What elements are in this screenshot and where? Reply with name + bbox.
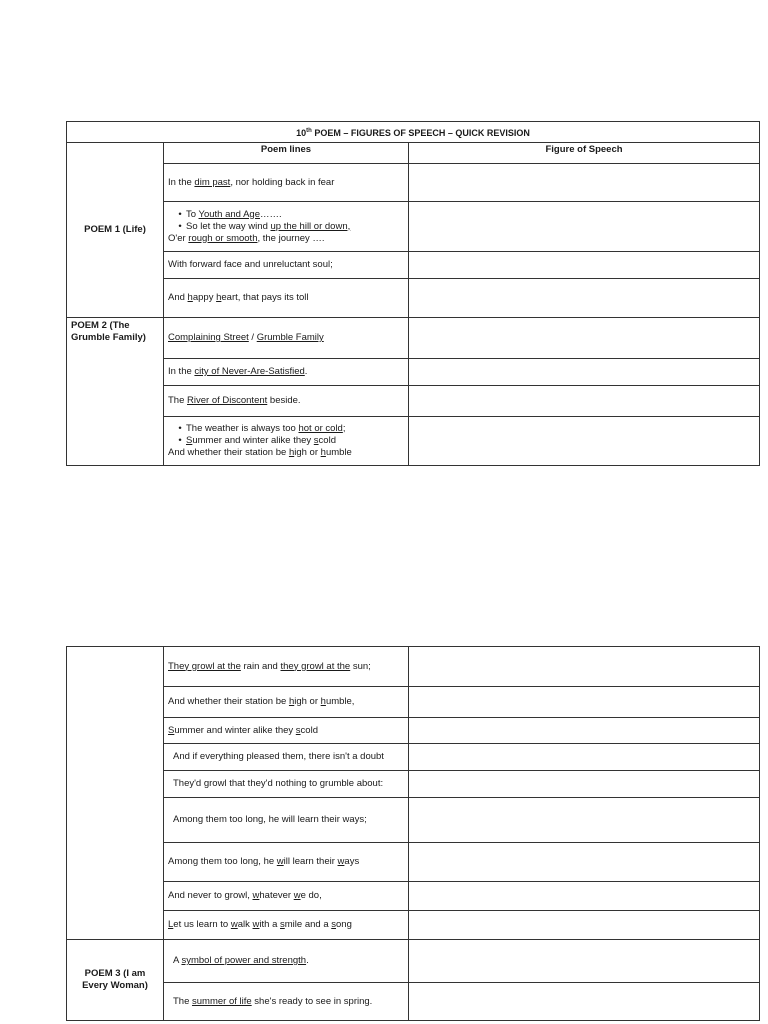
- figure-cell[interactable]: [409, 983, 760, 1021]
- table-row: [67, 318, 760, 359]
- poem-line: Among them too long, he will learn their ways;: [164, 798, 409, 843]
- table-row: [67, 798, 760, 843]
- header-figure-of-speech: Figure of Speech: [409, 143, 760, 164]
- figure-cell[interactable]: [409, 647, 760, 687]
- table-row: [67, 843, 760, 882]
- figure-cell[interactable]: [409, 798, 760, 843]
- figure-cell[interactable]: [409, 911, 760, 940]
- table-row: [67, 202, 760, 252]
- revision-table-2: [66, 646, 760, 1021]
- figure-cell[interactable]: [409, 843, 760, 882]
- poem-line: The River of Discontent beside.: [164, 386, 409, 417]
- table-row: [67, 279, 760, 318]
- poem-line: And happy heart, that pays its toll: [164, 279, 409, 318]
- table-row: [67, 252, 760, 279]
- table-row: [67, 359, 760, 386]
- poem-line: Let us learn to walk with a smile and a song: [164, 911, 409, 940]
- figure-cell[interactable]: [409, 359, 760, 386]
- table-row: [67, 417, 760, 466]
- figure-cell[interactable]: [409, 318, 760, 359]
- poem-line: In the dim past, nor holding back in fear: [164, 164, 409, 202]
- table-row: [67, 771, 760, 798]
- figure-cell[interactable]: [409, 718, 760, 744]
- figure-cell[interactable]: [409, 687, 760, 718]
- poem-line: And never to growl, whatever we do,: [164, 882, 409, 911]
- table-row: [67, 647, 760, 687]
- table-row: [67, 940, 760, 983]
- figure-cell[interactable]: [409, 744, 760, 771]
- figure-cell[interactable]: [409, 252, 760, 279]
- figure-cell[interactable]: [409, 940, 760, 983]
- figure-cell[interactable]: [409, 882, 760, 911]
- table-row: [67, 718, 760, 744]
- table-row: [67, 386, 760, 417]
- poem-line: And whether their station be high or humble,: [164, 687, 409, 718]
- poem-line: In the city of Never-Are-Satisfied.: [164, 359, 409, 386]
- poem-line: Summer and winter alike they scold: [164, 718, 409, 744]
- table-row: [67, 164, 760, 202]
- poem-line: The summer of life she's ready to see in spring.: [164, 983, 409, 1021]
- table-row: [67, 744, 760, 771]
- poem-line: With forward face and unreluctant soul;: [164, 252, 409, 279]
- poem-line: • To Youth and Age……. • So let the way wind up the hill or down, O'er rough or smooth, the journey ….: [164, 202, 409, 252]
- table-title: 10th POEM – FIGURES OF SPEECH – QUICK REVISION: [67, 122, 760, 143]
- table-row: [67, 911, 760, 940]
- poem-3-label: POEM 3 (I am Every Woman): [67, 940, 164, 1021]
- poem-line: • The weather is always too hot or cold; • Summer and winter alike they scold And whether their station be high or humble: [164, 417, 409, 466]
- figure-cell[interactable]: [409, 771, 760, 798]
- header-poem-lines: Poem lines: [164, 143, 409, 164]
- figure-cell[interactable]: [409, 164, 760, 202]
- table-row: [67, 983, 760, 1021]
- table-row: [67, 687, 760, 718]
- revision-table-1: [66, 121, 760, 466]
- poem-label-empty: [67, 647, 164, 940]
- poem-2-label: POEM 2 (The Grumble Family): [67, 318, 164, 466]
- poem-line: Complaining Street / Grumble Family: [164, 318, 409, 359]
- poem-1-label: POEM 1 (Life): [67, 143, 164, 318]
- poem-line: They growl at the rain and they growl at the sun;: [164, 647, 409, 687]
- figure-cell[interactable]: [409, 279, 760, 318]
- poem-line: They'd growl that they'd nothing to grumble about:: [164, 771, 409, 798]
- figure-cell[interactable]: [409, 417, 760, 466]
- poem-line: A symbol of power and strength.: [164, 940, 409, 983]
- figure-cell[interactable]: [409, 386, 760, 417]
- poem-line: And if everything pleased them, there isn't a doubt: [164, 744, 409, 771]
- poem-line: Among them too long, he will learn their ways: [164, 843, 409, 882]
- figure-cell[interactable]: [409, 202, 760, 252]
- table-row: [67, 882, 760, 911]
